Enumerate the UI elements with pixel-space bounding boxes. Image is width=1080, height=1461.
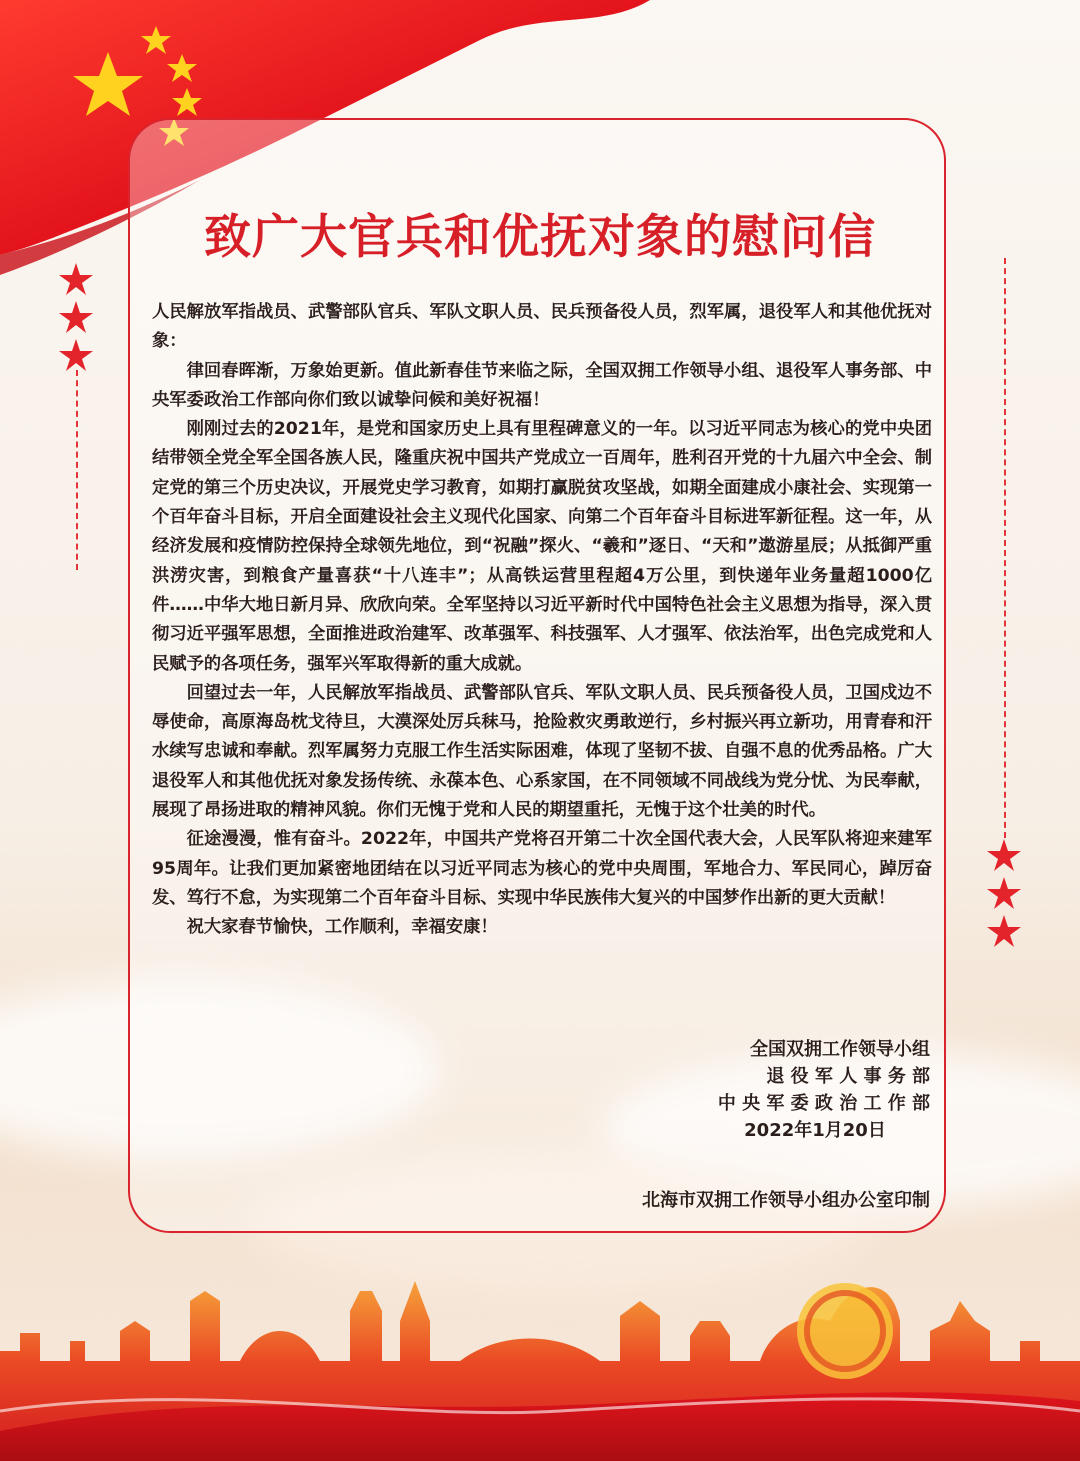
signature-line: 中 央 军 委 政 治 工 作 部 — [717, 1093, 930, 1114]
signature-line: 退 役 军 人 事 务 部 — [766, 1066, 930, 1087]
paragraph: 祝大家春节愉快，工作顺利，幸福安康！ — [186, 917, 498, 938]
letter-title: 致广大官兵和优抚对象的慰问信 — [204, 210, 876, 265]
paragraph: 刚刚过去的2021年，是党和国家历史上具有里程碑意义的一年。以习近平同志为核心的党中央团结带领全党全军全国各族人民，隆重庆祝中国共产党成立一百周年，胜利召开党的十九届六中全会、制定党的第三个历史决议，开展党史学习教育，如期打赢脱贫攻坚战，如期全面建成小康社会、实现第一个百年奋斗目标，开启全面建设社会主义现代化国家、向第二个百年奋斗目标进军新征程。这一年，从经济发展和疫情防控保持全球领先地位，到“祝融”探火、“羲和”逐日、“天和”遨游星辰；从抵御严重洪涝灾害，到粮食产量喜获“十八连丰”；从高铁运营里程超4万公里，到快递年业务量超1000亿件……中华大地日新月异、欣欣向荣。全军坚持以习近平新时代中国特色社会主义思想为指导，深入贯彻习近平强军思想，全面推进政治建军、改革强军、科技强军、人才强军、依法治军，出色完成党和人民赋予的各项任务，强军兴军取得新的重大成就。 — [152, 419, 932, 674]
left-star-column — [58, 262, 98, 376]
star-icon — [58, 300, 94, 334]
printer-credit: 北海市双拥工作领导小组办公室印制 — [642, 1190, 930, 1211]
left-dashed-line — [76, 370, 78, 570]
signature-block — [640, 1036, 930, 1144]
signature-line: 全国双拥工作领导小组 — [750, 1039, 930, 1060]
salutation: 人民解放军指战员、武警部队官兵、军队文职人员、民兵预备役人员，烈军属，退役军人和其他优抚对象： — [152, 302, 932, 352]
paragraph: 律回春晖渐，万象始更新。值此新春佳节来临之际，全国双拥工作领导小组、退役军人事务部、中央军委政治工作部向你们致以诚挚问候和美好祝福！ — [152, 360, 932, 410]
right-star-column — [986, 838, 1026, 952]
star-icon — [986, 838, 1022, 872]
paragraph: 征途漫漫，惟有奋斗。2022年，中国共产党将召开第二十次全国代表大会，人民军队将迎来建军95周年。让我们更加紧密地团结在以习近平同志为核心的党中央周围，军地合力、军民同心，踔厉奋发、笃行不怠，为实现第二个百年奋斗目标、实现中华民族伟大复兴的中国梦作出新的更大贡献！ — [152, 829, 932, 908]
star-icon — [986, 914, 1022, 948]
city-skyline-decoration — [0, 1261, 1080, 1461]
star-icon — [986, 876, 1022, 910]
paragraph: 回望过去一年，人民解放军指战员、武警部队官兵、军队文职人员、民兵预备役人员，卫国戍边不辱使命，高原海岛枕戈待旦，大漠深处厉兵秣马，抢险救灾勇敢逆行，乡村振兴再立新功，用青春和汗水续写忠诚和奉献。烈军属努力克服工作生活实际困难，体现了坚韧不拔、自强不息的优秀品格。广大退役军人和其他优抚对象发扬传统、永葆本色、心系家国，在不同领域不同战线为党分忧、为民奉献，展现了昂扬进取的精神风貌。你们无愧于党和人民的期望重托，无愧于这个壮美的时代。 — [152, 682, 932, 821]
star-icon — [58, 338, 94, 372]
right-dashed-line — [1004, 258, 1006, 838]
letter-body — [152, 298, 932, 943]
signature-date: 2022年1月20日 — [744, 1120, 886, 1141]
star-icon — [58, 262, 94, 296]
